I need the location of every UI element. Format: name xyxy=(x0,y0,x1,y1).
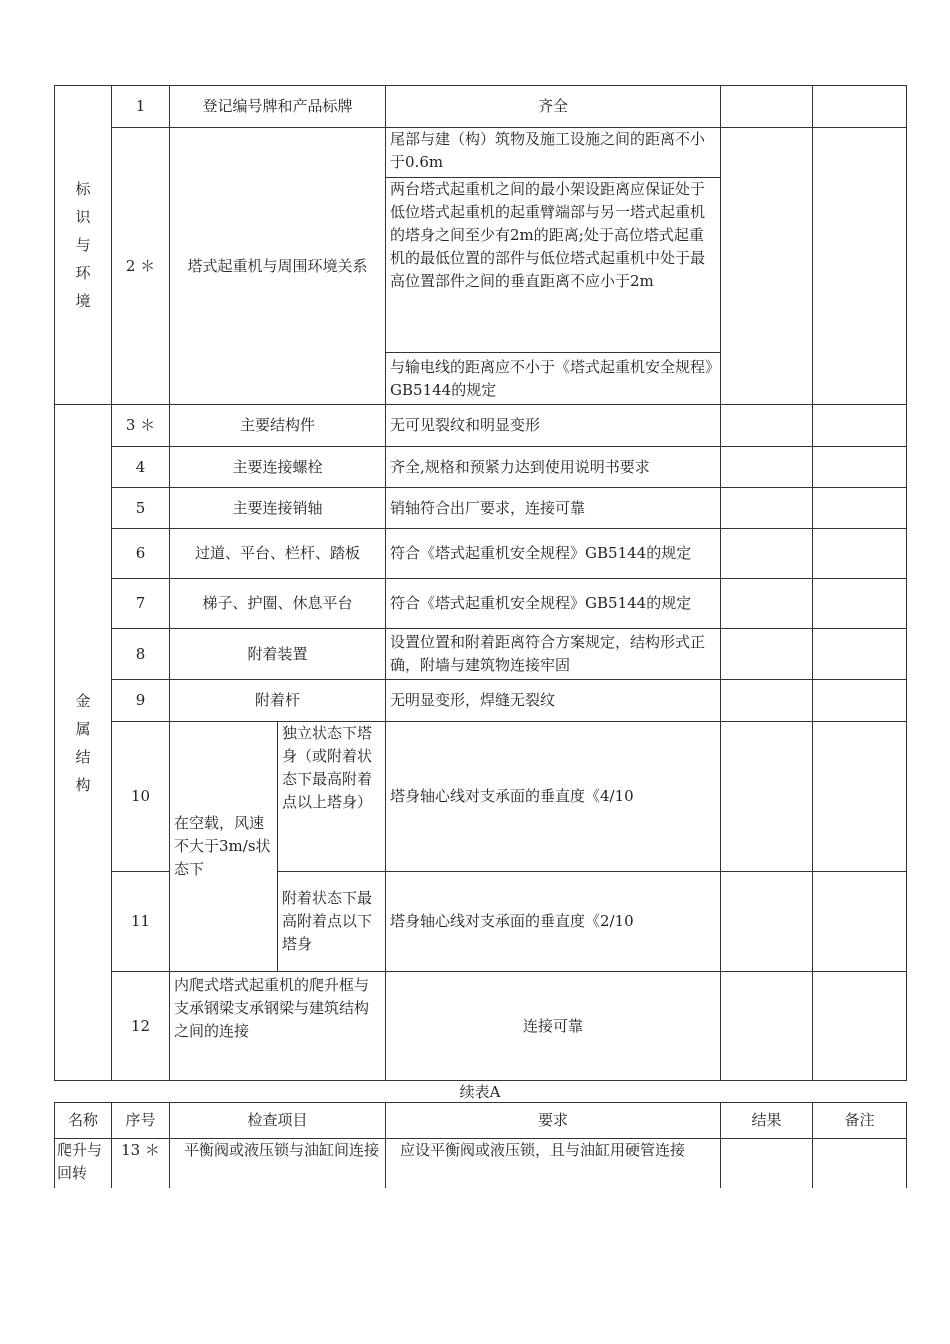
check-item: 内爬式塔式起重机的爬升框与支承钢梁支承钢梁与建筑结构之间的连接 xyxy=(170,972,386,1081)
note-cell xyxy=(813,405,907,447)
requirement: 无明显变形，焊缝无裂纹 xyxy=(386,680,721,722)
table-row xyxy=(55,579,907,629)
note-cell xyxy=(813,488,907,529)
requirement: 尾部与建（构）筑物及施工设施之间的距离不小于0.6m xyxy=(386,128,721,178)
note-cell xyxy=(813,1139,907,1189)
continuation-caption: 续表A xyxy=(459,1083,501,1101)
note-cell xyxy=(813,629,907,680)
row-number: 12 xyxy=(112,972,170,1081)
table-row xyxy=(55,86,907,128)
requirement: 无可见裂纹和明显变形 xyxy=(386,405,721,447)
table-row xyxy=(55,529,907,579)
requirement: 齐全,规格和预紧力达到使用说明书要求 xyxy=(386,447,721,488)
note-cell xyxy=(813,680,907,722)
table-row xyxy=(55,680,907,722)
note-cell xyxy=(813,972,907,1081)
requirement: 符合《塔式起重机安全规程》GB5144的规定 xyxy=(386,579,721,629)
table-row xyxy=(55,972,907,1081)
note-cell xyxy=(813,722,907,872)
check-item: 过道、平台、栏杆、踏板 xyxy=(170,529,386,579)
note-cell xyxy=(813,529,907,579)
note-cell xyxy=(813,447,907,488)
section-label-identification: 标 识 与 环 境 xyxy=(55,86,112,405)
requirement: 连接可靠 xyxy=(386,972,721,1081)
table-row xyxy=(55,488,907,529)
header-requirement: 要求 xyxy=(386,1103,721,1139)
requirement: 齐全 xyxy=(386,86,721,128)
check-item: 附着杆 xyxy=(170,680,386,722)
check-item: 登记编号牌和产品标牌 xyxy=(170,86,386,128)
header-result: 结果 xyxy=(721,1103,813,1139)
requirement: 塔身轴心线对支承面的垂直度《4/10 xyxy=(386,722,721,872)
check-item: 主要连接螺栓 xyxy=(170,447,386,488)
check-item: 塔式起重机与周围环境关系 xyxy=(170,128,386,405)
row-number: 9 xyxy=(112,680,170,722)
check-item: 梯子、护圈、休息平台 xyxy=(170,579,386,629)
check-item: 主要结构件 xyxy=(170,405,386,447)
requirement: 设置位置和附着距离符合方案规定，结构形式正确，附墙与建筑物连接牢固 xyxy=(386,629,721,680)
result-cell xyxy=(721,680,813,722)
table-row xyxy=(55,447,907,488)
table-row xyxy=(55,405,907,447)
check-item: 附着装置 xyxy=(170,629,386,680)
row-number: 7 xyxy=(112,579,170,629)
result-cell xyxy=(721,579,813,629)
note-cell xyxy=(813,872,907,972)
row-number: 1 xyxy=(112,86,170,128)
header-name: 名称 xyxy=(55,1103,112,1139)
result-cell xyxy=(721,629,813,680)
header-check-item: 检查项目 xyxy=(170,1103,386,1139)
result-cell xyxy=(721,1139,813,1189)
result-cell xyxy=(721,86,813,128)
table-row xyxy=(55,722,907,872)
result-cell xyxy=(721,529,813,579)
result-cell xyxy=(721,447,813,488)
requirement: 与输电线的距离应不小于《塔式起重机安全规程》GB5144的规定 xyxy=(386,353,721,405)
requirement: 应设平衡阀或液压锁，且与油缸用硬管连接 xyxy=(386,1139,721,1189)
row-number: 4 xyxy=(112,447,170,488)
row-number: 3 ＊ xyxy=(112,405,170,447)
header-row xyxy=(55,1103,907,1139)
check-item: 主要连接销轴 xyxy=(170,488,386,529)
check-item-sub: 独立状态下塔身（或附着状态下最高附着点以上塔身） xyxy=(278,722,386,872)
check-item: 平衡阀或液压锁与油缸间连接 xyxy=(170,1139,386,1189)
header-number: 序号 xyxy=(112,1103,170,1139)
row-number: 13 ＊ xyxy=(112,1139,170,1189)
result-cell xyxy=(721,872,813,972)
row-number: 11 xyxy=(112,872,170,972)
result-cell xyxy=(721,722,813,872)
check-item-group: 在空载，风速不大于3m/s状态下 xyxy=(170,722,278,972)
note-cell xyxy=(813,86,907,128)
table-row xyxy=(55,1139,907,1189)
continuation-table xyxy=(54,1102,907,1188)
requirement: 塔身轴心线对支承面的垂直度《2/10 xyxy=(386,872,721,972)
result-cell xyxy=(721,128,813,405)
inspection-table xyxy=(54,85,907,1081)
table-row xyxy=(55,629,907,680)
table-row xyxy=(55,128,907,178)
row-number: 6 xyxy=(112,529,170,579)
requirement: 销轴符合出厂要求，连接可靠 xyxy=(386,488,721,529)
result-cell xyxy=(721,488,813,529)
check-item-sub: 附着状态下最高附着点以下塔身 xyxy=(278,872,386,972)
result-cell xyxy=(721,972,813,1081)
note-cell xyxy=(813,128,907,405)
result-cell xyxy=(721,405,813,447)
requirement: 符合《塔式起重机安全规程》GB5144的规定 xyxy=(386,529,721,579)
header-note: 备注 xyxy=(813,1103,907,1139)
row-number: 2 ＊ xyxy=(112,128,170,405)
row-number: 5 xyxy=(112,488,170,529)
continuation-table-clip xyxy=(0,1102,950,1188)
section-label-climbing: 爬升与回转 xyxy=(55,1139,112,1189)
note-cell xyxy=(813,579,907,629)
requirement: 两台塔式起重机之间的最小架设距离应保证处于低位塔式起重机的起重臂端部与另一塔式起重机的塔身之间至少有2m的距离;处于高位塔式起重机的最低位置的部件与低位塔式起重机中处于最高位置部件之间的垂直距离不应小于2m xyxy=(386,178,721,353)
row-number: 10 xyxy=(112,722,170,872)
row-number: 8 xyxy=(112,629,170,680)
section-label-metal-structure: 金 属 结 构 xyxy=(55,405,112,1081)
